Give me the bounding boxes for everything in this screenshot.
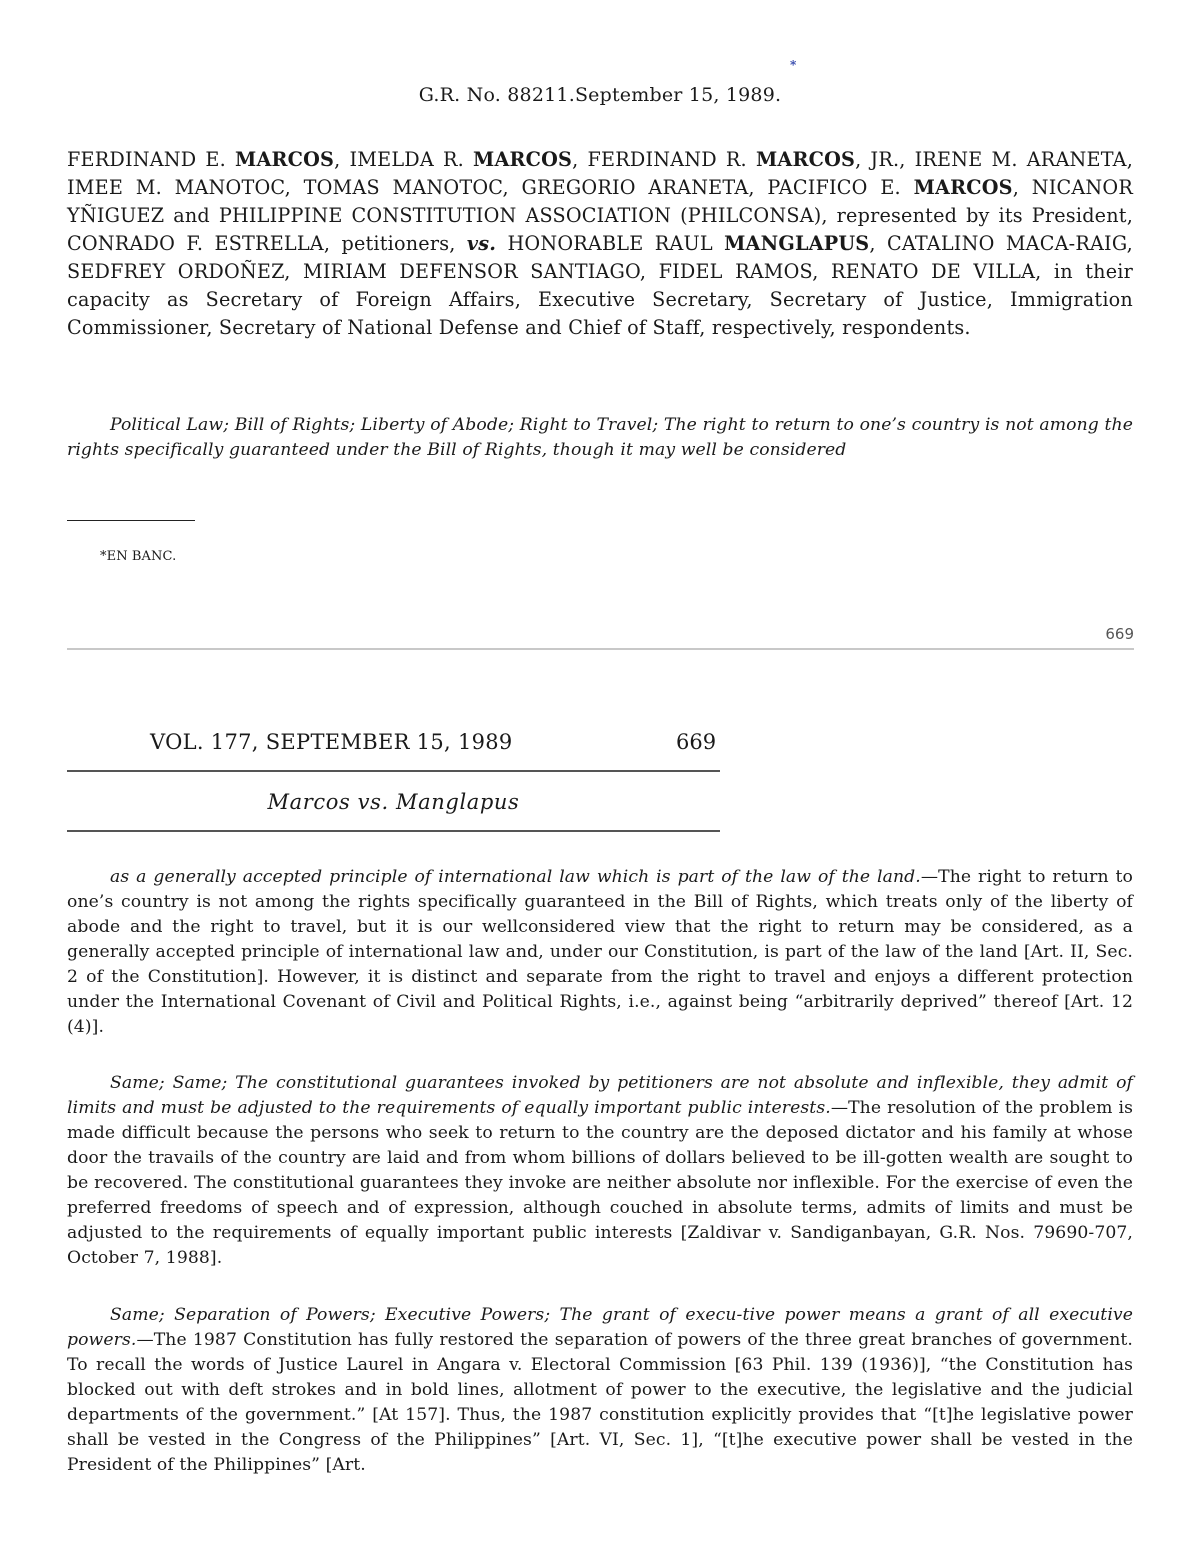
syllabus-headnote: as a generally accepted principle of international law which is part of the law of the land. — [110, 867, 921, 887]
party-name-bold: MARCOS — [473, 148, 573, 171]
party-name-bold: MARCOS — [913, 176, 1013, 199]
running-head-volume: VOL. 177, SEPTEMBER 15, 1989 — [150, 730, 513, 754]
case-parties — [67, 146, 1133, 342]
footnote-marker[interactable]: * — [790, 58, 797, 72]
syllabus-headnote: Same; Same; The constitutional guarantees invoked by petitioners are not absolute and inflexible, they admit of limits and must be adjusted to the requirements of equally important public interests. — [67, 1073, 1133, 1118]
party-name-bold: vs. — [466, 232, 497, 255]
syllabus-paragraph — [67, 865, 1133, 1040]
syllabus-paragraph — [67, 413, 1133, 463]
party-name-bold: MARCOS — [755, 148, 856, 171]
party-text: , CATALINO MACA-RAIG, SEDFREY ORDOÑEZ, MIRIAM DEFENSOR SANTIAGO, FIDEL RAMOS, RENATO DE VILLA, in their capacity as Secretary of Foreign Affairs, Executive Secretary, Secretary of Justice, Immigration Commissioner, Secretary of National Defense and Chief of Staff, respectively, respondents. — [67, 232, 1133, 339]
syllabus-body: —The 1987 Constitution has fully restored the separation of powers of the three great branches of government. To recall the words of Justice Laurel in Angara v. Electoral Commission [63 Phil. 139 (1936)], “the Constitution has blocked out with deft strokes and in bold lines, allotment of power to the executive, the legislative and the judicial departments of the government.” [At 157]. Thus, the 1987 constitution explicitly provides that “[t]he legislative power shall be vested in the Congress of the Philippines” [Art. VI, Sec. 1], “[t]he executive power shall be vested in the President of the Philippines” [Art. — [67, 1330, 1133, 1475]
footnote-divider — [67, 520, 195, 521]
party-text: , JR., IRENE M. ARANETA, IMEE M. MANOTOC, TOMAS MANOTOC, GREGORIO ARANETA, PACIFICO E. — [67, 148, 1134, 199]
syllabus-paragraph — [67, 1303, 1133, 1478]
party-name-bold: MANGLAPUS — [724, 232, 870, 255]
syllabus-body: —The resolution of the problem is made difficult because the persons who seek to return to the country are the deposed dictator and his family at whose door the travails of the country are laid and from whom billions of dollars believed to be ill-gotten wealth are sought to be recovered. The constitutional guarantees they invoke are neither absolute nor inflexible. For the exercise of even the preferred freedoms of speech and of expression, although couched in absolute terms, admits of limits and must be adjusted to the requirements of equally important public interests [Zaldivar v. Sandiganbayan, G.R. Nos. 79690-707, October 7, 1988]. — [67, 1098, 1133, 1268]
case-number: G.R. No. 88211.September 15, 1989. — [418, 84, 782, 106]
syllabus-paragraph — [67, 1071, 1133, 1271]
footnote: *EN BANC. — [100, 549, 177, 564]
page-number: 669 — [1105, 625, 1134, 643]
syllabus-headnote: Same; Separation of Powers; Executive Powers; The grant of execu-tive power means a grant of all executive powers. — [67, 1305, 1133, 1350]
syllabus-italic: Political Law; Bill of Rights; Liberty of Abode; Right to Travel; The right to return to one’s country is not among the rights specifically guaranteed under the Bill of Rights, though it may well be considered — [67, 415, 1133, 460]
running-head-page: 669 — [676, 730, 717, 754]
page-separator — [67, 648, 1134, 650]
running-head-title: Marcos vs. Manglapus — [267, 790, 520, 814]
party-text: , NICANOR YÑIGUEZ and PHILIPPINE CONSTITUTION ASSOCIATION (PHILCONSA), represented by its President, CONRADO F. ESTRELLA, petitioners, — [67, 176, 1133, 255]
running-head-rule-top — [67, 770, 720, 772]
party-text: FERDINAND E. — [67, 148, 235, 171]
party-text: , IMELDA R. — [334, 148, 473, 171]
syllabus-body: —The right to return to one’s country is not among the rights specifically guaranteed in the Bill of Rights, which treats only of the liberty of abode and the right to travel, but it is our wellconsidered view that the right to return may be considered, as a generally accepted principle of international law and, under our Constitution, is part of the law of the land [Art. II, Sec. 2 of the Constitution]. However, it is distinct and separate from the right to travel and enjoys a different protection under the International Covenant of Civil and Political Rights, i.e., against being “arbitrarily deprived” thereof [Art. 12 (4)]. — [67, 867, 1133, 1037]
running-head-rule-bottom — [67, 830, 720, 832]
party-name-bold: MARCOS — [235, 148, 335, 171]
party-text: , FERDINAND R. — [572, 148, 756, 171]
party-text: HONORABLE RAUL — [496, 232, 725, 255]
